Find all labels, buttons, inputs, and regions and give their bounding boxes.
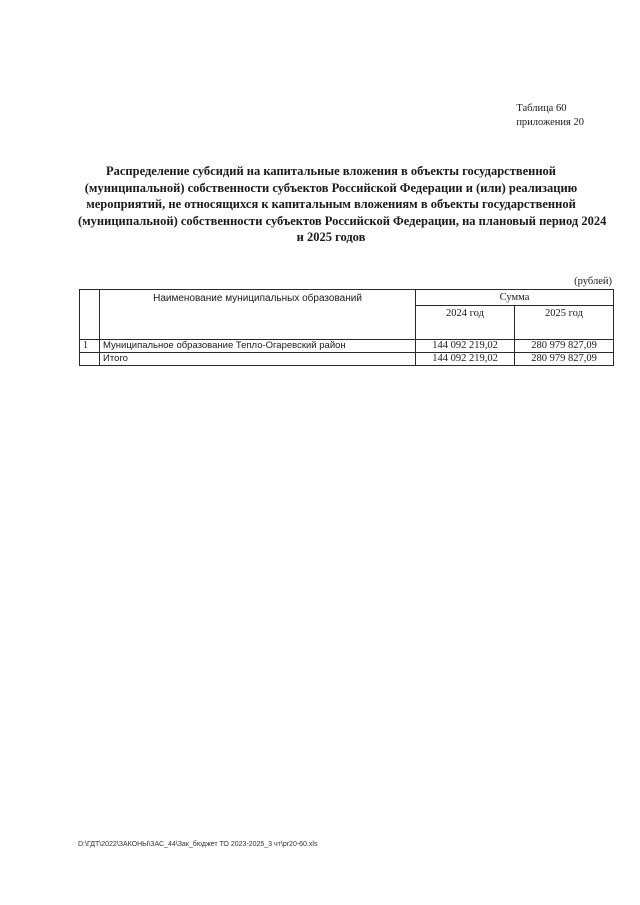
appendix-number: приложения 20	[516, 117, 584, 128]
row-name: Итого	[100, 353, 416, 366]
row-index: 1	[80, 340, 100, 353]
row-index	[80, 353, 100, 366]
sum-header: Сумма	[416, 290, 614, 306]
subsidy-table	[79, 289, 614, 366]
document-title	[78, 163, 607, 246]
year-2025-header: 2025 год	[515, 305, 614, 339]
row-value-2025: 280 979 827,09	[515, 353, 614, 366]
row-value-2024: 144 092 219,02	[416, 353, 515, 366]
index-header	[80, 290, 100, 340]
row-value-2024: 144 092 219,02	[416, 340, 515, 353]
title-line: мероприятий, не относящихся к капитальным вложениям в объекты государственной	[86, 197, 576, 211]
table-row-total	[80, 353, 614, 366]
title-line: (муниципальной) собственности субъектов Российской Федерации, на плановый период 2024	[78, 213, 607, 228]
table-row	[80, 340, 614, 353]
units-label: (рублей)	[574, 276, 612, 287]
title-line: Распределение субсидий на капитальные вложения в объекты государственной	[105, 164, 557, 178]
appendix-reference	[516, 102, 584, 130]
table-number: Таблица 60	[516, 103, 567, 114]
year-2024-header: 2024 год	[416, 305, 515, 339]
title-line: и 2025 годов	[296, 230, 366, 244]
name-header: Наименование муниципальных образований	[100, 290, 416, 340]
row-name: Муниципальное образование Тепло-Огаревский район	[100, 340, 416, 353]
row-value-2025: 280 979 827,09	[515, 340, 614, 353]
file-path-footer: D:\ГДТ\2022\ЗАКОНЫ\ЗАС_44\Зак_бюджет ТО 2023-2025_3 чт\pr20-60.xls	[78, 841, 318, 848]
title-line: (муниципальной) собственности субъектов Российской Федерации и (или) реализацию	[84, 180, 578, 195]
